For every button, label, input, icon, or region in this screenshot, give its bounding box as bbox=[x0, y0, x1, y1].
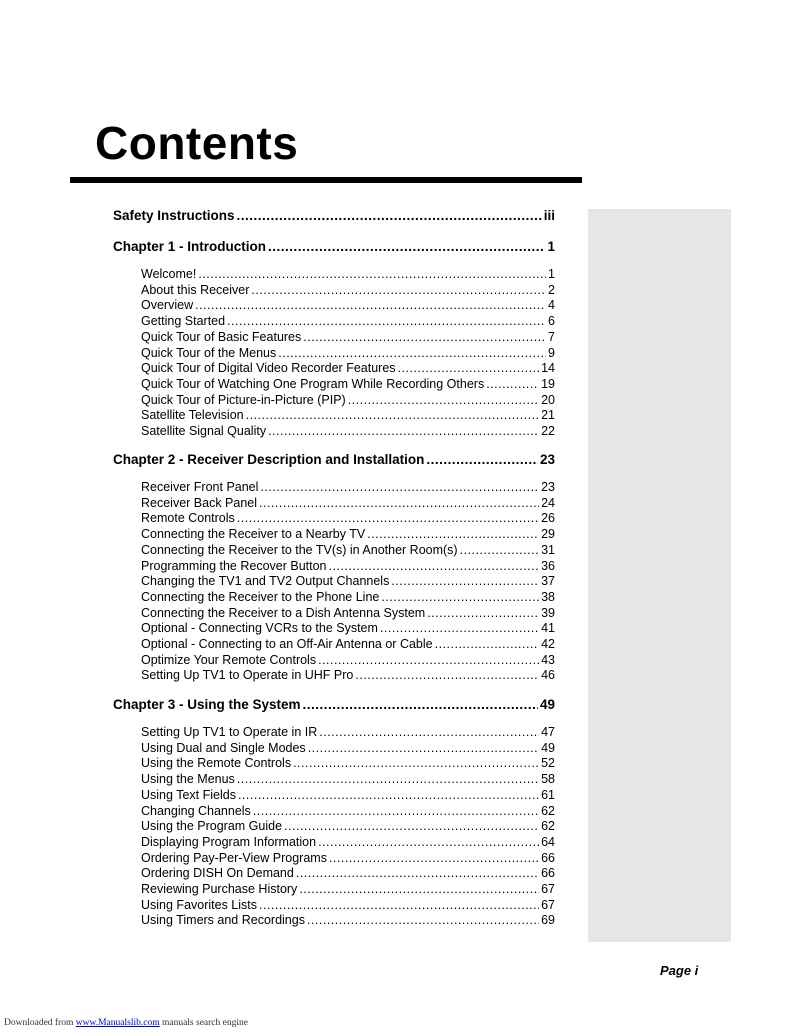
toc-entry-label: Satellite Signal Quality bbox=[141, 424, 267, 438]
dot-leader bbox=[237, 510, 539, 526]
dot-leader bbox=[318, 652, 539, 668]
dot-leader bbox=[348, 392, 539, 408]
toc-entry-label: Connecting the Receiver to a Dish Antenna System bbox=[141, 606, 426, 620]
toc-entry-page: 36 bbox=[541, 559, 555, 573]
toc-chapter-heading[interactable] bbox=[113, 238, 555, 256]
dot-leader bbox=[253, 803, 539, 819]
toc-entry-page: 38 bbox=[541, 590, 555, 604]
toc-entry-page: 24 bbox=[541, 496, 555, 510]
toc-entry[interactable] bbox=[141, 392, 555, 408]
toc-entry-page: 6 bbox=[548, 314, 555, 328]
toc-entry[interactable] bbox=[141, 636, 555, 652]
toc-entry-page: iii bbox=[543, 208, 555, 223]
toc-entry[interactable] bbox=[141, 897, 555, 913]
toc-entry-label: Satellite Television bbox=[141, 408, 244, 422]
page-number: Page i bbox=[660, 963, 699, 978]
toc-entry-page: 46 bbox=[541, 668, 555, 682]
toc-entry-label: Ordering Pay-Per-View Programs bbox=[141, 851, 327, 865]
toc-entry-label: Setting Up TV1 to Operate in IR bbox=[141, 725, 318, 739]
toc-entry-page: 2 bbox=[548, 283, 555, 297]
dot-leader bbox=[381, 589, 539, 605]
toc-entry-label: Quick Tour of Picture-in-Picture (PIP) bbox=[141, 393, 346, 407]
toc-entry-page: 62 bbox=[541, 819, 555, 833]
toc-entry-page: 69 bbox=[541, 913, 555, 927]
toc-entry-label: Quick Tour of Digital Video Recorder Features bbox=[141, 361, 396, 375]
dot-leader bbox=[398, 360, 540, 376]
toc-entry-page: 4 bbox=[548, 298, 555, 312]
toc-entry[interactable] bbox=[141, 755, 555, 771]
toc-entry[interactable] bbox=[141, 376, 555, 392]
toc-chapter-heading[interactable] bbox=[113, 696, 555, 714]
toc-entry-page: 49 bbox=[541, 741, 555, 755]
toc-entry[interactable] bbox=[141, 407, 555, 423]
toc-entry[interactable] bbox=[141, 740, 555, 756]
toc-entry[interactable] bbox=[141, 573, 555, 589]
toc-entry-label: Safety Instructions bbox=[113, 208, 235, 223]
toc-entry-page: 43 bbox=[541, 653, 555, 667]
toc-entry-label: Connecting the Receiver to the TV(s) in Another Room(s) bbox=[141, 543, 458, 557]
dot-leader bbox=[227, 313, 546, 329]
toc-entry[interactable] bbox=[141, 495, 555, 511]
toc-entry-page: 9 bbox=[548, 346, 555, 360]
dot-leader bbox=[284, 818, 539, 834]
toc-entry-page: 23 bbox=[541, 480, 555, 494]
toc-entry-label: Optional - Connecting to an Off-Air Antenna or Cable bbox=[141, 637, 433, 651]
toc-entry[interactable] bbox=[141, 912, 555, 928]
footer-link[interactable]: www.Manualslib.com bbox=[75, 1018, 160, 1028]
toc-entry[interactable] bbox=[141, 542, 555, 558]
toc-entry-page: 20 bbox=[541, 393, 555, 407]
title-divider bbox=[70, 177, 582, 183]
toc-entry-label: Using Dual and Single Modes bbox=[141, 741, 306, 755]
dot-leader bbox=[299, 881, 539, 897]
page-title: Contents bbox=[95, 117, 299, 169]
dot-leader bbox=[308, 740, 539, 756]
toc-entry-label: Connecting the Receiver to the Phone Line bbox=[141, 590, 380, 604]
toc-entry-label: Using the Remote Controls bbox=[141, 756, 292, 770]
toc-entry-label: Programming the Recover Button bbox=[141, 559, 327, 573]
dot-leader bbox=[486, 376, 539, 392]
toc-entry-page: 22 bbox=[541, 424, 555, 438]
toc-entry[interactable] bbox=[141, 510, 555, 526]
toc-entry-label: Chapter 2 - Receiver Description and Installation bbox=[113, 452, 425, 467]
toc-entry-label: Remote Controls bbox=[141, 511, 235, 525]
toc-entry-label: Overview bbox=[141, 298, 194, 312]
toc-entry[interactable] bbox=[141, 865, 555, 881]
toc-entry[interactable] bbox=[141, 360, 555, 376]
dot-leader bbox=[238, 787, 539, 803]
toc-entry-page: 47 bbox=[541, 725, 555, 739]
dot-leader bbox=[329, 850, 539, 866]
toc-entry-page: 52 bbox=[541, 756, 555, 770]
dot-leader bbox=[278, 345, 546, 361]
side-panel bbox=[588, 209, 731, 942]
toc-entry[interactable] bbox=[141, 620, 555, 636]
toc-entry-page: 42 bbox=[541, 637, 555, 651]
toc-entry-label: Quick Tour of Basic Features bbox=[141, 330, 302, 344]
toc-entry[interactable] bbox=[141, 850, 555, 866]
toc-entry[interactable] bbox=[141, 329, 555, 345]
dot-leader bbox=[259, 897, 539, 913]
dot-leader bbox=[380, 620, 539, 636]
toc-entry-page: 67 bbox=[541, 898, 555, 912]
dot-leader bbox=[260, 479, 539, 495]
toc-entry-page: 29 bbox=[541, 527, 555, 541]
toc-entry[interactable] bbox=[141, 818, 555, 834]
dot-leader bbox=[198, 266, 546, 282]
dot-leader bbox=[307, 912, 539, 928]
dot-leader bbox=[460, 542, 540, 558]
toc-entry-page: 66 bbox=[541, 866, 555, 880]
toc-entry-page: 58 bbox=[541, 772, 555, 786]
toc-entry-page: 1 bbox=[548, 267, 555, 281]
toc-entry-page: 26 bbox=[541, 511, 555, 525]
toc-entry-label: Changing the TV1 and TV2 Output Channels bbox=[141, 574, 390, 588]
toc-entry-label: Using the Menus bbox=[141, 772, 235, 786]
toc-entry-page: 41 bbox=[541, 621, 555, 635]
toc-entry[interactable] bbox=[141, 479, 555, 495]
toc-entry[interactable] bbox=[141, 526, 555, 542]
toc-entry-label: Displaying Program Information bbox=[141, 835, 317, 849]
toc-entry-page: 23 bbox=[539, 452, 555, 467]
toc-entry-page: 31 bbox=[541, 543, 555, 557]
dot-leader bbox=[367, 526, 539, 542]
toc-entry-page: 67 bbox=[541, 882, 555, 896]
toc-entry[interactable] bbox=[141, 558, 555, 574]
toc-entry-page: 66 bbox=[541, 851, 555, 865]
toc-entry[interactable] bbox=[141, 345, 555, 361]
toc-entry[interactable] bbox=[141, 881, 555, 897]
toc-entry-label: Chapter 3 - Using the System bbox=[113, 697, 301, 712]
footer-suffix: manuals search engine bbox=[161, 1018, 248, 1028]
toc-entry-label: Receiver Front Panel bbox=[141, 480, 259, 494]
toc-entry[interactable] bbox=[141, 724, 555, 740]
toc-entry[interactable] bbox=[141, 787, 555, 803]
toc-entry-label: Quick Tour of the Menus bbox=[141, 346, 277, 360]
toc-entry-safety-instructions[interactable] bbox=[113, 207, 555, 225]
toc-entry-page: 21 bbox=[541, 408, 555, 422]
toc-entry-label: Using the Program Guide bbox=[141, 819, 283, 833]
dot-leader bbox=[329, 558, 540, 574]
dot-leader bbox=[435, 636, 539, 652]
dot-leader bbox=[251, 282, 546, 298]
dot-leader bbox=[293, 755, 539, 771]
dot-leader bbox=[355, 667, 539, 683]
footer bbox=[4, 1018, 248, 1028]
dot-leader bbox=[195, 297, 546, 313]
toc-entry-label: Receiver Back Panel bbox=[141, 496, 258, 510]
toc-entry[interactable] bbox=[141, 803, 555, 819]
toc-entry-label: Using Timers and Recordings bbox=[141, 913, 305, 927]
toc-entry-label: Changing Channels bbox=[141, 804, 251, 818]
toc-entry-page: 7 bbox=[548, 330, 555, 344]
toc-entry-page: 19 bbox=[541, 377, 555, 391]
toc-entry-label: Setting Up TV1 to Operate in UHF Pro bbox=[141, 668, 354, 682]
dot-leader bbox=[426, 451, 538, 469]
toc-chapter-heading[interactable] bbox=[113, 451, 555, 469]
dot-leader bbox=[427, 605, 539, 621]
toc-entry-page: 14 bbox=[541, 361, 555, 375]
toc-entry-label: Ordering DISH On Demand bbox=[141, 866, 294, 880]
dot-leader bbox=[303, 329, 546, 345]
toc-entry-label: Using Favorites Lists bbox=[141, 898, 258, 912]
toc-entry-page: 39 bbox=[541, 606, 555, 620]
toc-entry[interactable] bbox=[141, 423, 555, 439]
dot-leader bbox=[268, 238, 545, 256]
toc-entry-label: Using Text Fields bbox=[141, 788, 236, 802]
toc-entry-page: 61 bbox=[541, 788, 555, 802]
toc-entry-label: Reviewing Purchase History bbox=[141, 882, 298, 896]
toc-entry-page: 62 bbox=[541, 804, 555, 818]
dot-leader bbox=[296, 865, 539, 881]
toc-entry[interactable] bbox=[141, 282, 555, 298]
footer-prefix: Downloaded from bbox=[4, 1018, 74, 1028]
toc-entry-label: Welcome! bbox=[141, 267, 197, 281]
dot-leader bbox=[259, 495, 539, 511]
toc-entry[interactable] bbox=[141, 771, 555, 787]
toc-entry[interactable] bbox=[141, 605, 555, 621]
dot-leader bbox=[237, 207, 542, 225]
toc-entry[interactable] bbox=[141, 589, 555, 605]
toc-entry-page: 1 bbox=[547, 239, 555, 254]
toc-entry-label: Optional - Connecting VCRs to the System bbox=[141, 621, 378, 635]
dot-leader bbox=[268, 423, 539, 439]
dot-leader bbox=[237, 771, 539, 787]
dot-leader bbox=[318, 834, 539, 850]
toc-entry-page: 37 bbox=[541, 574, 555, 588]
toc-entry-label: Chapter 1 - Introduction bbox=[113, 239, 266, 254]
toc-entry-label: Quick Tour of Watching One Program While Recording Others bbox=[141, 377, 485, 391]
toc-entry-page: 64 bbox=[541, 835, 555, 849]
dot-leader bbox=[319, 724, 539, 740]
toc-entry-label: About this Receiver bbox=[141, 283, 250, 297]
toc-entry-label: Optimize Your Remote Controls bbox=[141, 653, 317, 667]
toc-entry[interactable] bbox=[141, 652, 555, 668]
toc-entry[interactable] bbox=[141, 834, 555, 850]
dot-leader bbox=[391, 573, 539, 589]
toc-entry[interactable] bbox=[141, 297, 555, 313]
dot-leader bbox=[246, 407, 539, 423]
toc-entry-label: Getting Started bbox=[141, 314, 226, 328]
toc-entry[interactable] bbox=[141, 313, 555, 329]
toc-entry-label: Connecting the Receiver to a Nearby TV bbox=[141, 527, 366, 541]
toc-entry-page: 49 bbox=[539, 697, 555, 712]
toc-entry[interactable] bbox=[141, 266, 555, 282]
dot-leader bbox=[303, 696, 538, 714]
toc-entry[interactable] bbox=[141, 667, 555, 683]
